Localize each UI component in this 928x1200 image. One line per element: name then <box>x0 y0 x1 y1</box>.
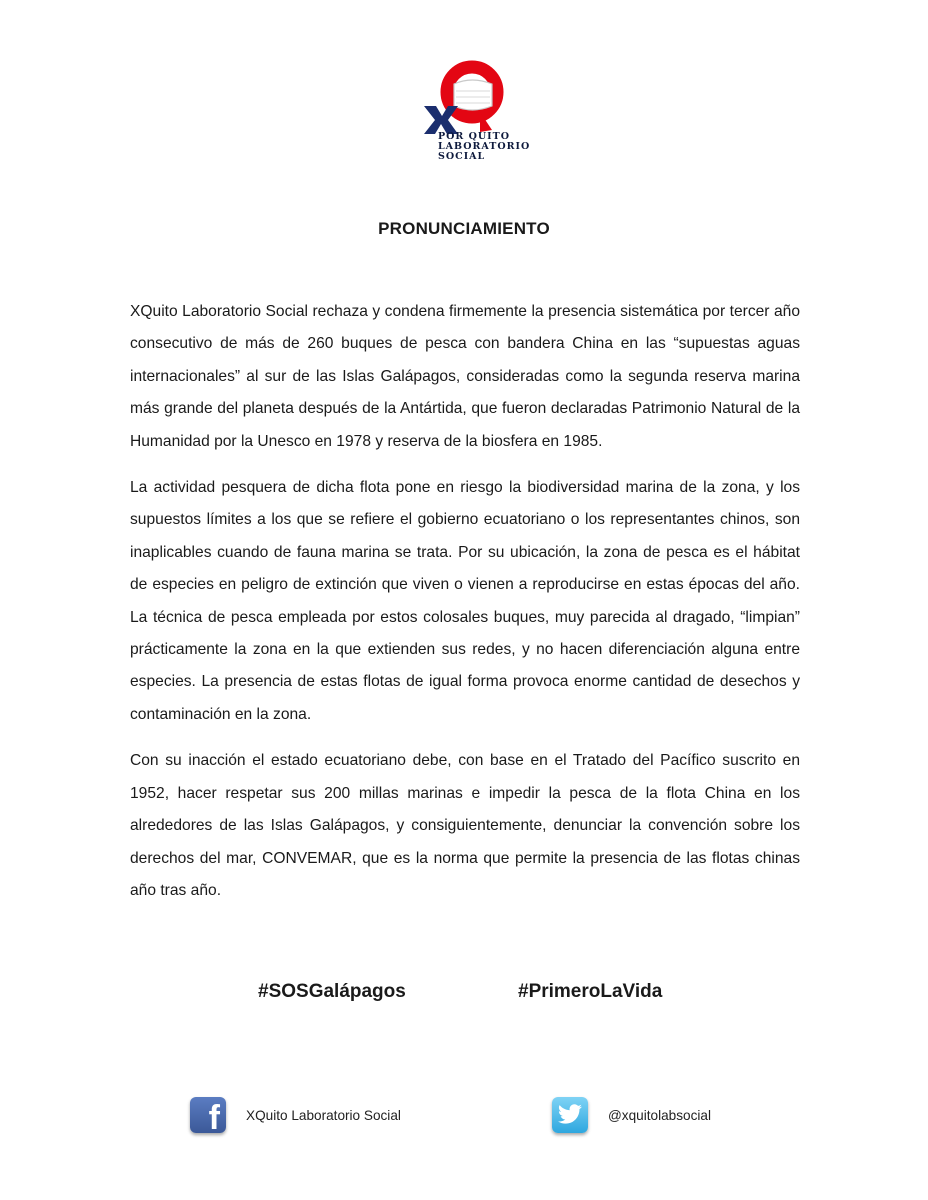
twitter-contact <box>552 1097 711 1133</box>
logo-line-1: POR QUITO <box>438 131 510 142</box>
statement-body <box>130 296 800 921</box>
paragraph-2: La actividad pesquera de dicha flota pone en riesgo la biodiversidad marina de la zona, y los supuestos límites a los que se refiere el gobierno ecuatoriano o los representantes chinos, son inaplicables cuando de fauna marina se trata. Por su ubicación, la zona de pesca es el hábitat de especies en peligro de extinción que viven o vienen a reproducirse en estas épocas del año. La técnica de pesca empleada por estos colosales buques, muy parecida al dragado, “limpian” prácticamente la zona en la que extienden sus redes, y no hacen diferenciación alguna entre especies. La presencia de estas flotas de igual forma provoca enorme cantidad de desechos y contaminación en la zona. <box>130 479 800 723</box>
facebook-label: XQuito Laboratorio Social <box>246 1107 401 1123</box>
logo-line-2: LABORATORIO <box>438 141 531 152</box>
hashtag-primero-la-vida: #PrimeroLaVida <box>518 981 663 1002</box>
paragraph-3: Con su inacción el estado ecuatoriano debe, con base en el Tratado del Pacífico suscrito en 1952, hacer respetar sus 200 millas marinas e impedir la pesca de la flota China en los alrededores de las Islas Galápagos, y consiguientemente, denunciar la convención sobre los derechos del mar, CONVEMAR, que es la norma que permite la presencia de las flotas chinas año tras año. <box>130 752 800 899</box>
facebook-icon: f <box>190 1097 226 1133</box>
hashtag-sos-galapagos: #SOSGalápagos <box>258 981 406 1002</box>
facebook-contact <box>190 1097 401 1137</box>
twitter-label: @xquitolabsocial <box>608 1107 711 1123</box>
paragraph-1: XQuito Laboratorio Social rechaza y condena firmemente la presencia sistemática por tercer año consecutivo de más de 260 buques de pesca con bandera China en las “supuestas aguas internacionales” al sur de las Islas Galápagos, consideradas como la segunda reserva marina más grande del planeta después de la Antártida, que fueron declaradas Patrimonio Natural de la Humanidad por la Unesco en 1978 y reserva de la biosfera en 1985. <box>130 303 800 450</box>
logo-caption <box>438 132 530 162</box>
twitter-icon <box>552 1097 588 1133</box>
page-title: PRONUNCIAMIENTO <box>378 219 550 238</box>
logo-line-3: SOCIAL <box>438 151 486 162</box>
